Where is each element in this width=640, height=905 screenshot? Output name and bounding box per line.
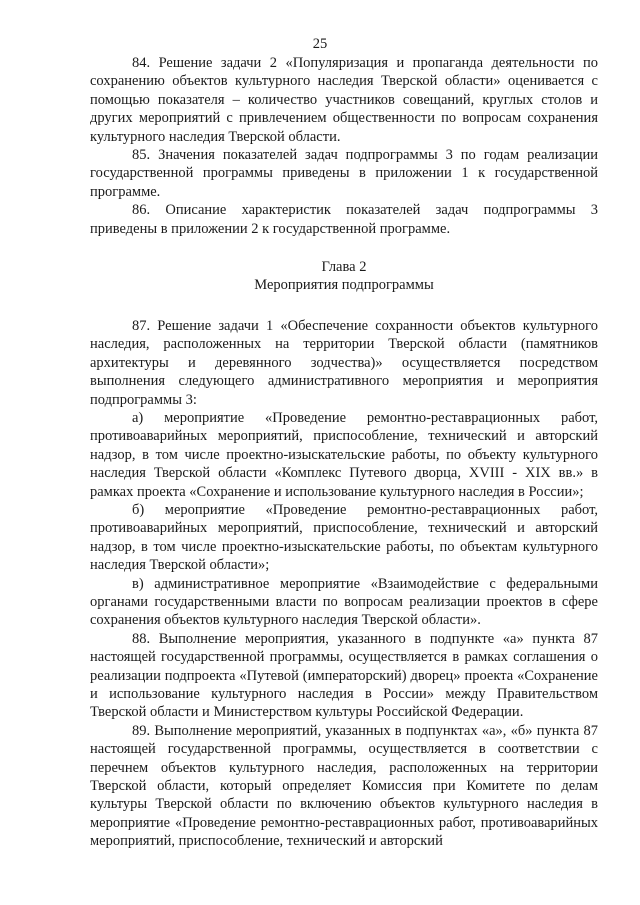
document-body — [90, 54, 598, 851]
paragraph-85: 85. Значения показателей задач подпрограммы 3 по годам реализации государственной программы приведены в приложении 1 к государственной программе. — [90, 147, 598, 200]
chapter-title: Мероприятия подпрограммы — [254, 277, 434, 294]
paragraph-87-a: а) мероприятие «Проведение ремонтно-реставрационных работ, противоаварийных мероприятий, приспособление, технический и авторский надзор, в том числе проектно-изыскательские работы, по объекту культурного наследия Тверской области «Комплекс Путевого дворца, XVIII - XIX вв.» в рамках проекта «Сохранение и использование культурного наследия в России»; — [90, 409, 598, 500]
page-number: 25 — [312, 36, 328, 52]
paragraph-86: 86. Описание характеристик показателей задач подпрограммы 3 приведены в приложении 2 к государственной программе. — [90, 202, 598, 237]
paragraph-89: 89. Выполнение мероприятий, указанных в подпунктах «а», «б» пункта 87 настоящей государственной программы, осуществляется в соответствии с перечнем объектов культурного наследия, расположенных на территории Тверской области, который определяет Комиссия при Комитете по делам культуры Тверской области по включению объектов культурного наследия в мероприятие «Проведение ремонтно-реставрационных работ, противоаварийных мероприятий, приспособление, технический и авторский — [90, 722, 598, 850]
paragraph-84: 84. Решение задачи 2 «Популяризация и пропаганда деятельности по сохранению объектов культурного наследия Тверской области» оценивается с помощью показателя – количество участников совещаний, круглых столов и других мероприятий с привлечением общественности по вопросам сохранения культурного наследия Тверской области. — [90, 55, 598, 145]
chapter-spacer — [90, 295, 598, 317]
paragraph-87-v: в) административное мероприятие «Взаимодействие с федеральными органами государственными власти по вопросам реализации проектов в сфере сохранения объектов культурного наследия Тверской области». — [90, 575, 598, 629]
paragraph-88: 88. Выполнение мероприятия, указанного в подпункте «а» пункта 87 настоящей государственной программы, осуществляется в рамках соглашения о реализации подпроекта «Путевой (императорский) дворец» проекта «Сохранение и использование культурного наследия в России» между Правительством Тверской области и Министерством культуры Российской Федерации. — [90, 630, 598, 721]
paragraph-87-b: б) мероприятие «Проведение ремонтно-реставрационных работ, противоаварийных мероприятий, приспособление, технический и авторский надзор, в том числе проектно-изыскательские работы, по объектам культурного наследия Тверской области»; — [90, 501, 598, 574]
paragraph-87: 87. Решение задачи 1 «Обеспечение сохранности объектов культурного наследия, расположенных на территории Тверской области (памятников архитектуры и деревянного зодчества)» осуществляется посредством выполнения следующего административного мероприятия и мероприятия подпрограммы 3: — [90, 317, 598, 408]
chapter-number: Глава 2 — [321, 259, 367, 276]
